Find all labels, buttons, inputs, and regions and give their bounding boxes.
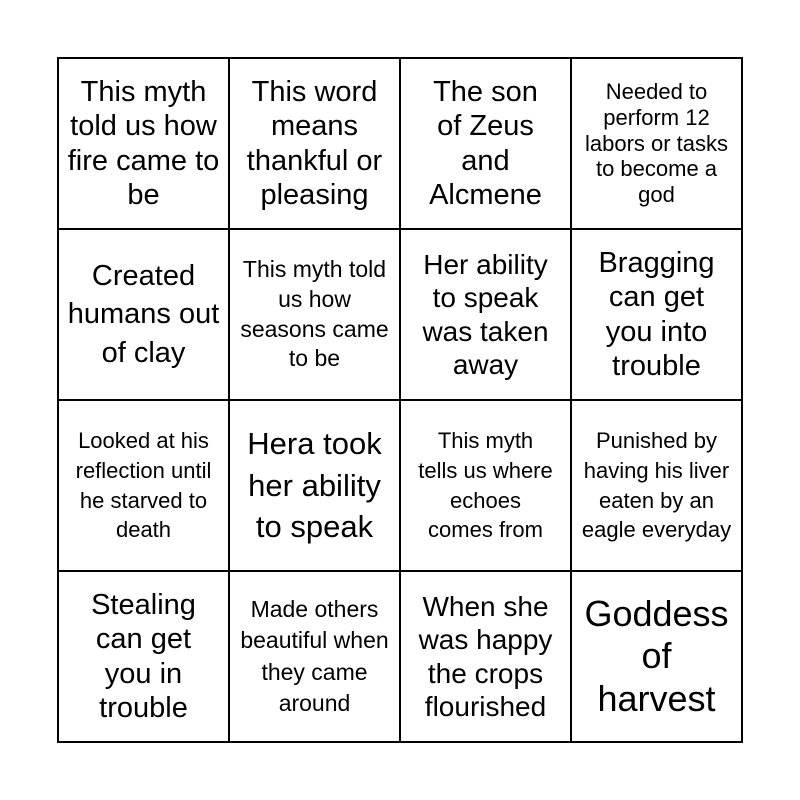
bingo-cell-r3c4[interactable] [572,401,743,572]
cell-text: This word means thankful or pleasing [246,76,383,211]
cell-text: Stealing can get you in trouble [91,589,196,724]
bingo-cell-r3c2[interactable] [230,401,401,572]
cell-text: The son of Zeus and Alcmene [429,76,542,211]
bingo-cell-r2c1[interactable] [59,230,230,401]
bingo-cell-r2c4[interactable] [572,230,743,401]
bingo-cell-r1c1[interactable] [59,59,230,230]
bingo-cell-r4c1[interactable] [59,572,230,743]
cell-text: Goddess of harvest [584,592,729,719]
cell-text: Punished by having his liver eaten by an eagle everyday [581,427,732,543]
cell-text: Hera took her ability to speak [247,425,382,545]
bingo-cell-r4c4[interactable] [572,572,743,743]
cell-text: Bragging can get you into trouble [598,247,715,382]
bingo-board [57,57,743,743]
bingo-cell-r3c1[interactable] [59,401,230,572]
bingo-cell-r1c2[interactable] [230,59,401,230]
cell-text: This myth tells us where echoes comes from [418,427,553,543]
cell-text: When she was happy the crops flourished [418,591,553,722]
cell-text: Created humans out of clay [67,259,220,369]
bingo-cell-r4c2[interactable] [230,572,401,743]
bingo-cell-r1c4[interactable] [572,59,743,230]
bingo-cell-r1c3[interactable] [401,59,572,230]
bingo-cell-r2c3[interactable] [401,230,572,401]
bingo-cell-r4c3[interactable] [401,572,572,743]
cell-text: This myth told us how seasons came to be [240,255,389,372]
cell-text: This myth told us how fire came to be [67,76,220,211]
cell-text: Her ability to speak was taken away [422,249,549,380]
bingo-cell-r3c3[interactable] [401,401,572,572]
cell-text: Made others beautiful when they came around [240,595,389,716]
cell-text: Looked at his reflection until he starved to death [75,427,212,543]
bingo-cell-r2c2[interactable] [230,230,401,401]
cell-text: Needed to perform 12 labors or tasks to become a god [584,78,729,208]
